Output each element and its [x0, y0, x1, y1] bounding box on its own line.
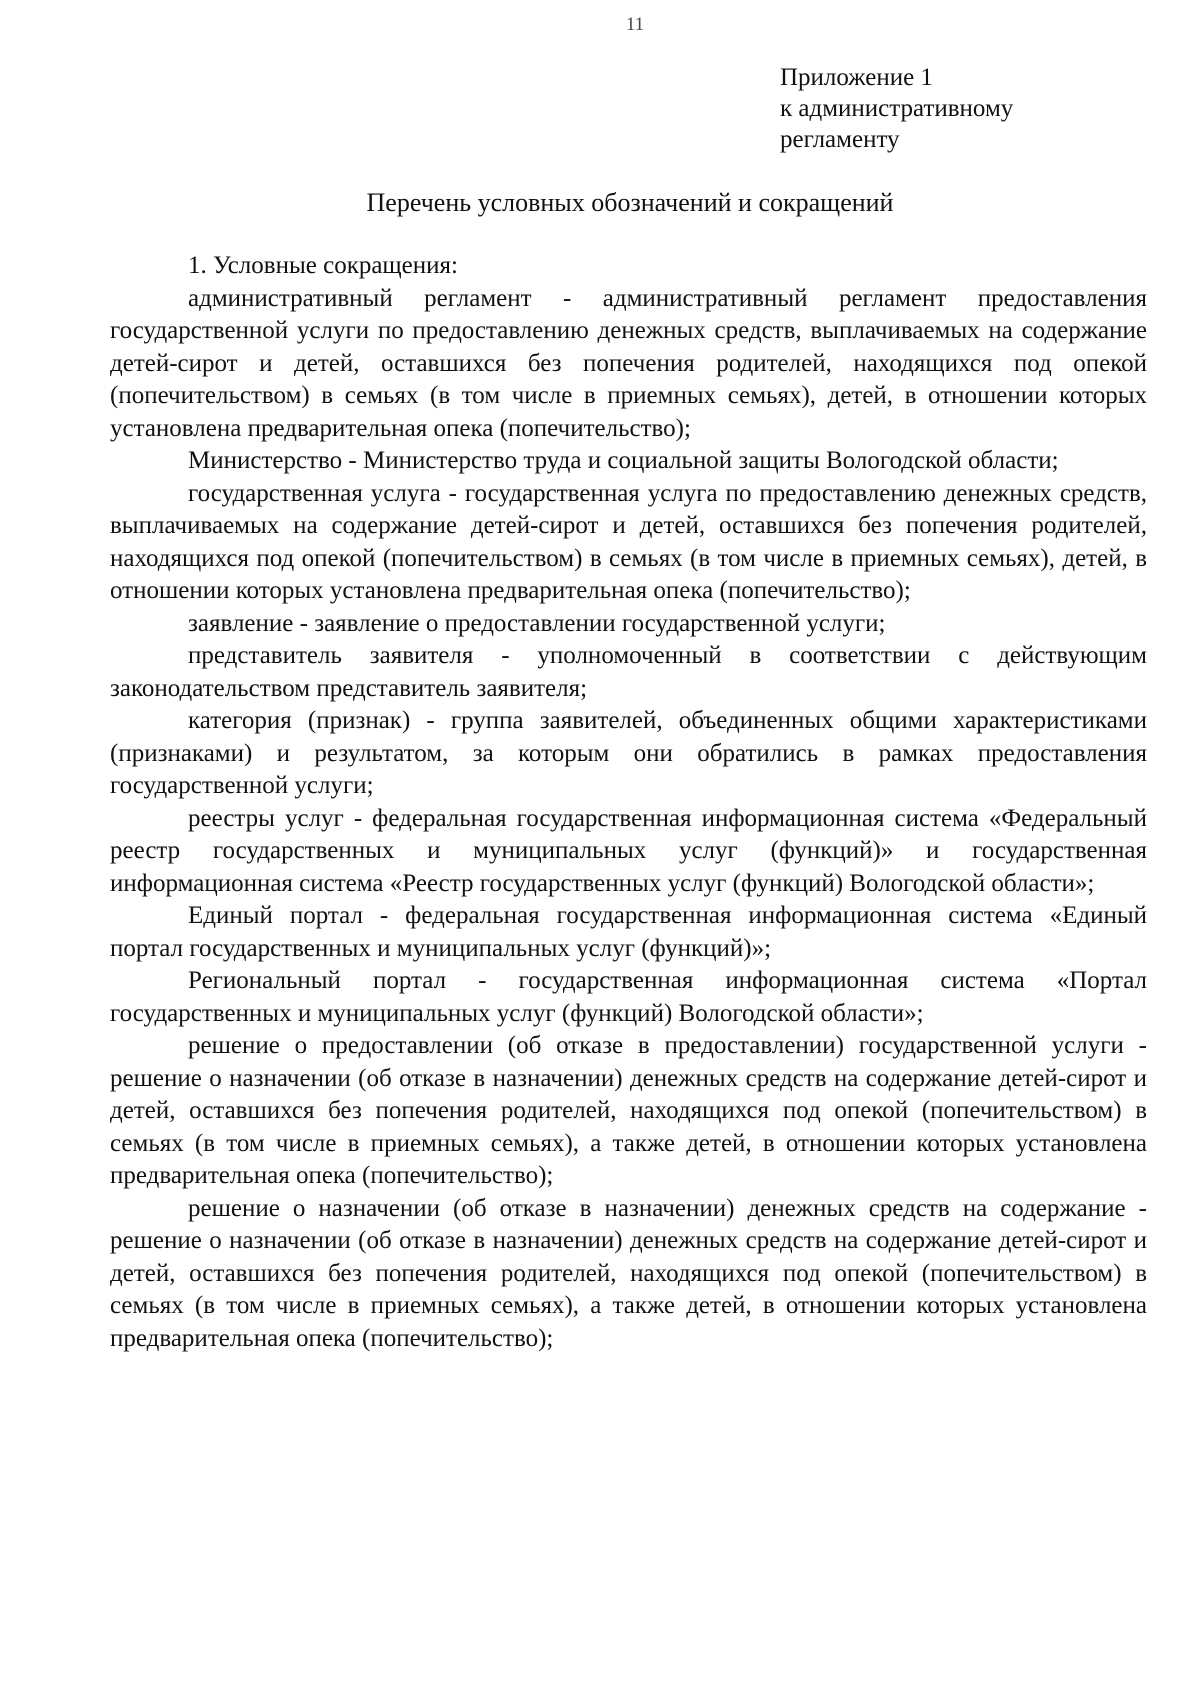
definition-paragraph: реестры услуг - федеральная государственная информационная система «Федеральный реестр государственных и муниципальных услуг (функций)» и государственная информационная система «Реестр государственных услуг (функций) Вологодской области»; [110, 804, 1147, 897]
definition-paragraph: категория (признак) - группа заявителей, объединенных общими характеристиками (признаками) и результатом, за которым они обратились в рамках предоставления государственной услуги; [110, 707, 1147, 799]
appendix-line: Приложение 1 [780, 64, 933, 91]
document-body [110, 250, 1147, 1355]
page-number: 11 [625, 14, 645, 35]
definition-paragraph: Министерство - Министерство труда и социальной защиты Вологодской области; [188, 447, 1059, 474]
appendix-line: регламенту [780, 126, 900, 153]
definition-paragraph: решение о предоставлении (об отказе в предоставлении) государственной услуги - решение о назначении (об отказе в назначении) денежных средств на содержание детей-сирот и детей, оставшихся без попечения родителей, находящихся под опекой (попечительством) в семьях (в том числе в приемных семьях), а также детей, в отношении которых установлена предварительная опека (попечительство); [110, 1032, 1147, 1189]
appendix-note [780, 62, 1013, 155]
definition-paragraph: решение о назначении (об отказе в назначении) денежных средств на содержание - решение о назначении (об отказе в назначении) денежных средств на содержание детей-сирот и детей, оставшихся без попечения родителей, находящихся под опекой (попечительством) в семьях (в том числе в приемных семьях), а также детей, в отношении которых установлена предварительная опека (попечительство); [110, 1194, 1147, 1352]
definition-paragraph: представитель заявителя - уполномоченный в соответствии с действующим законодательством представитель заявителя; [110, 642, 1147, 702]
definition-paragraph: административный регламент - административный регламент предоставления государственной услуги по предоставлению денежных средств, выплачиваемых на содержание детей-сирот и детей, оставшихся без попечения родителей, находящихся под опекой (попечительством) в семьях (в том числе в приемных семьях), детей, в отношении которых установлена предварительная опека (попечительство); [110, 284, 1147, 442]
definition-paragraph: заявление - заявление о предоставлении государственной услуги; [188, 609, 886, 637]
section-heading: 1. Условные сокращения: [188, 252, 458, 279]
definition-paragraph: государственная услуга - государственная услуга по предоставлению денежных средств, выплачиваемых на содержание детей-сирот и детей, оставшихся без попечения родителей, находящихся под опекой (попечительством) в семьях (в том числе в приемных семьях), детей, в отношении которых установлена предварительная опека (попечительство); [110, 479, 1147, 604]
appendix-line: к административному [780, 95, 1014, 122]
document-title: Перечень условных обозначений и сокращений [366, 188, 894, 217]
definition-paragraph: Единый портал - федеральная государственная информационная система «Единый портал государственных и муниципальных услуг (функций)»; [110, 902, 1147, 962]
definition-paragraph: Региональный портал - государственная информационная система «Портал государственных и муниципальных услуг (функций) Вологодской области»; [110, 967, 1147, 1027]
